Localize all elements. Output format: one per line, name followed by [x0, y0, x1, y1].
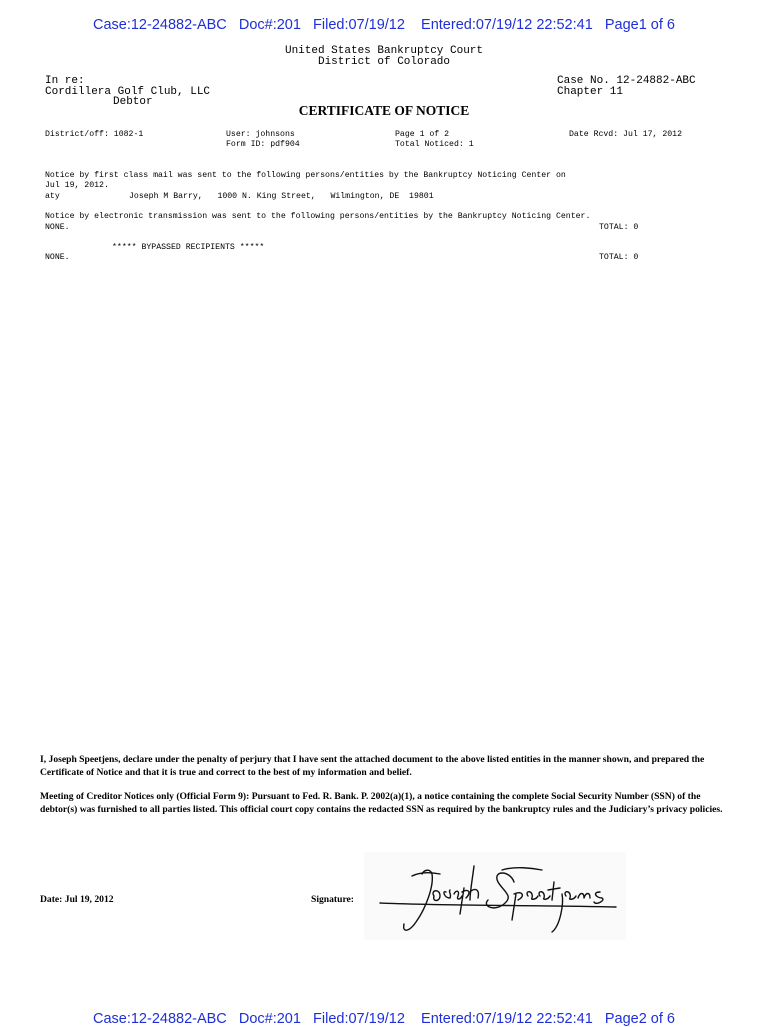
user-id: User: johnsons — [226, 130, 295, 139]
handwritten-signature — [364, 852, 626, 940]
case-number: Case No. 12-24882-ABC — [557, 75, 696, 87]
page-count: Page 1 of 2 — [395, 130, 450, 139]
signature-date: Date: Jul 19, 2012 — [40, 894, 114, 905]
page-header-banner: Case:12-24882-ABC Doc#:201 Filed:07/19/12 Entered:07/19/12 22:52:41 Page1 of 6 — [92, 17, 675, 33]
chapter: Chapter 11 — [557, 86, 624, 98]
mail-notice-date: Jul 19, 2012. — [45, 181, 109, 190]
court-name: United States Bankruptcy Court — [284, 45, 484, 57]
recipient-code: aty — [45, 192, 60, 201]
debtor-name: Cordillera Golf Club, LLC — [45, 86, 211, 98]
next-page-header-banner: Case:12-24882-ABC Doc#:201 Filed:07/19/12 Entered:07/19/12 22:52:41 Page2 of 6 — [92, 1011, 675, 1027]
perjury-declaration: I, Joseph Speetjens, declare under the penalty of perjury that I have sent the attached document to the above listed entities in the manner shown, and prepared the Certificate of Notice and that it is true and correct to the best of my information and belief. — [40, 754, 705, 778]
total-noticed: Total Noticed: 1 — [395, 140, 474, 149]
electronic-none: NONE. — [45, 223, 70, 232]
mail-notice-text: Notice by first class mail was sent to the following persons/entities by the Bankruptcy Noticing Center on — [45, 171, 566, 180]
document-title: CERTIFICATE OF NOTICE — [298, 103, 470, 118]
electronic-total: TOTAL: 0 — [599, 223, 639, 232]
electronic-notice-text: Notice by electronic transmission was sent to the following persons/entities by the Bankruptcy Noticing Center. — [45, 212, 591, 221]
bypassed-total: TOTAL: 0 — [599, 253, 639, 262]
bypassed-header: ***** BYPASSED RECIPIENTS ***** — [112, 243, 265, 252]
date-received: Date Rcvd: Jul 17, 2012 — [569, 130, 683, 139]
ssn-notice: Meeting of Creditor Notices only (Official Form 9): Pursuant to Fed. R. Bank. P. 2002(a)(1), a notice containing the complete Social Security Number (SSN) of the debtor(s) was furnished to all parties listed. This official court copy contains the redacted SSN as required by the bankruptcy rules and the Judiciary’s privacy policies. — [40, 791, 723, 815]
recipient-address: Joseph M Barry, 1000 N. King Street, Wilmington, DE 19801 — [129, 192, 434, 201]
bypassed-none: NONE. — [45, 253, 70, 262]
signature-label: Signature: — [311, 894, 354, 905]
in-re-label: In re: — [45, 75, 85, 87]
district-office: District/off: 1082-1 — [45, 130, 144, 139]
debtor-label: Debtor — [113, 96, 153, 108]
form-id: Form ID: pdf904 — [226, 140, 300, 149]
district-name: District of Colorado — [317, 56, 451, 68]
signature-image — [364, 852, 626, 940]
